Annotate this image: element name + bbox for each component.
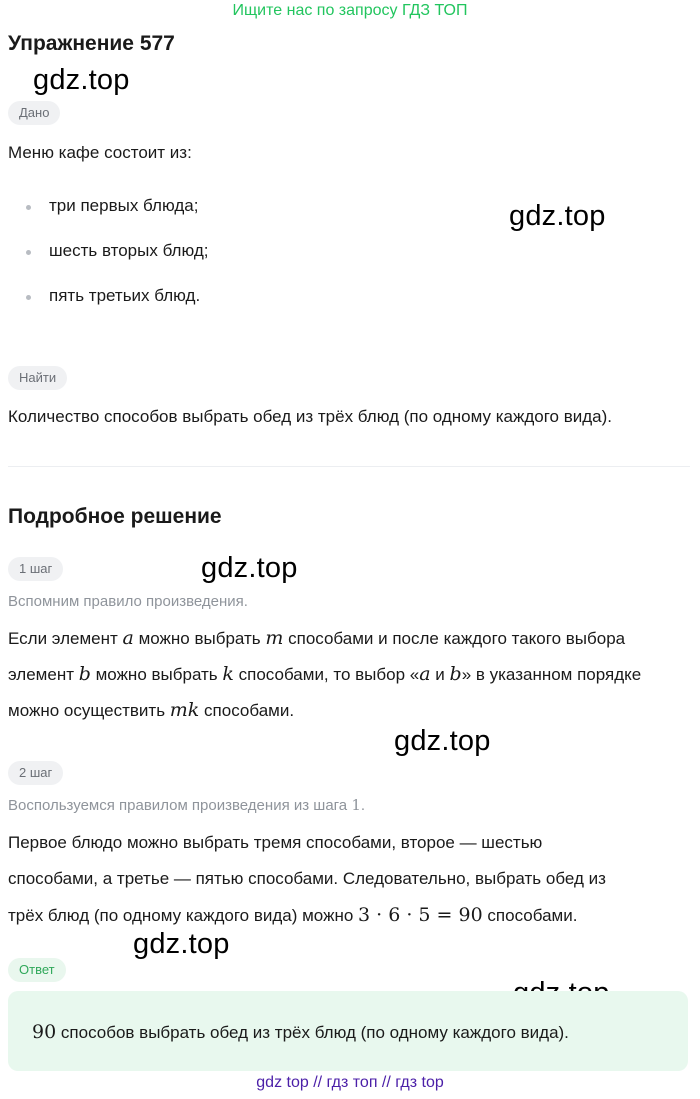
step-1-tag: 1 шаг <box>8 557 63 581</box>
watermark: gdz.top <box>33 64 130 96</box>
step-2-line-3: трёх блюд (по одному каждого вида) можно 3 · 6 · 5 = 90 способами. <box>8 904 578 926</box>
footer-links[interactable]: gdz top // гдз топ // гдз top <box>256 1074 444 1091</box>
divider <box>8 466 690 467</box>
find-tag: Найти <box>8 366 67 390</box>
page-title: Упражнение 577 <box>8 32 175 55</box>
bullet-dot <box>26 205 31 210</box>
list-item: три первых блюда; <box>49 196 199 215</box>
step-1-hint: Вспомним правило произведения. <box>8 593 248 610</box>
list-item: шесть вторых блюд; <box>49 241 209 260</box>
find-text: Количество способов выбрать обед из трёх блюд (по одному каждого вида). <box>8 407 613 426</box>
watermark: gdz.top <box>201 552 298 584</box>
step-2-tag: 2 шаг <box>8 761 63 785</box>
solution-title: Подробное решение <box>8 505 222 528</box>
step-1-line-2: элемент b можно выбрать k способами, то выбор «a и b» в указанном порядке <box>8 663 642 685</box>
watermark: gdz.top <box>394 725 491 757</box>
given-tag: Дано <box>8 101 60 125</box>
given-intro: Меню кафе состоит из: <box>8 143 192 162</box>
answer-tag: Ответ <box>8 958 66 982</box>
product-formula: 3 · 6 · 5 = 90 <box>358 904 483 926</box>
bullet-dot <box>26 295 31 300</box>
step-2-hint: Воспользуемся правилом произведения из шага 1. <box>8 796 366 814</box>
watermark: gdz.top <box>509 200 606 232</box>
watermark: gdz.top <box>133 928 230 960</box>
answer-text: 90 способов выбрать обед из трёх блюд (по одному каждого вида). <box>32 1021 569 1043</box>
step-1-line-1: Если элемент a можно выбрать m способами и после каждого такого выбора <box>8 627 626 649</box>
step-2-line-2: способами, а третье — пятью способами. Следовательно, выбрать обед из <box>8 869 606 888</box>
bullet-dot <box>26 250 31 255</box>
step-1-line-3: можно осуществить mk способами. <box>8 699 295 721</box>
promo-banner[interactable]: Ищите нас по запросу ГДЗ ТОП <box>232 2 468 19</box>
list-item: пять третьих блюд. <box>49 286 201 305</box>
step-2-line-1: Первое блюдо можно выбрать тремя способами, второе — шестью <box>8 833 543 852</box>
